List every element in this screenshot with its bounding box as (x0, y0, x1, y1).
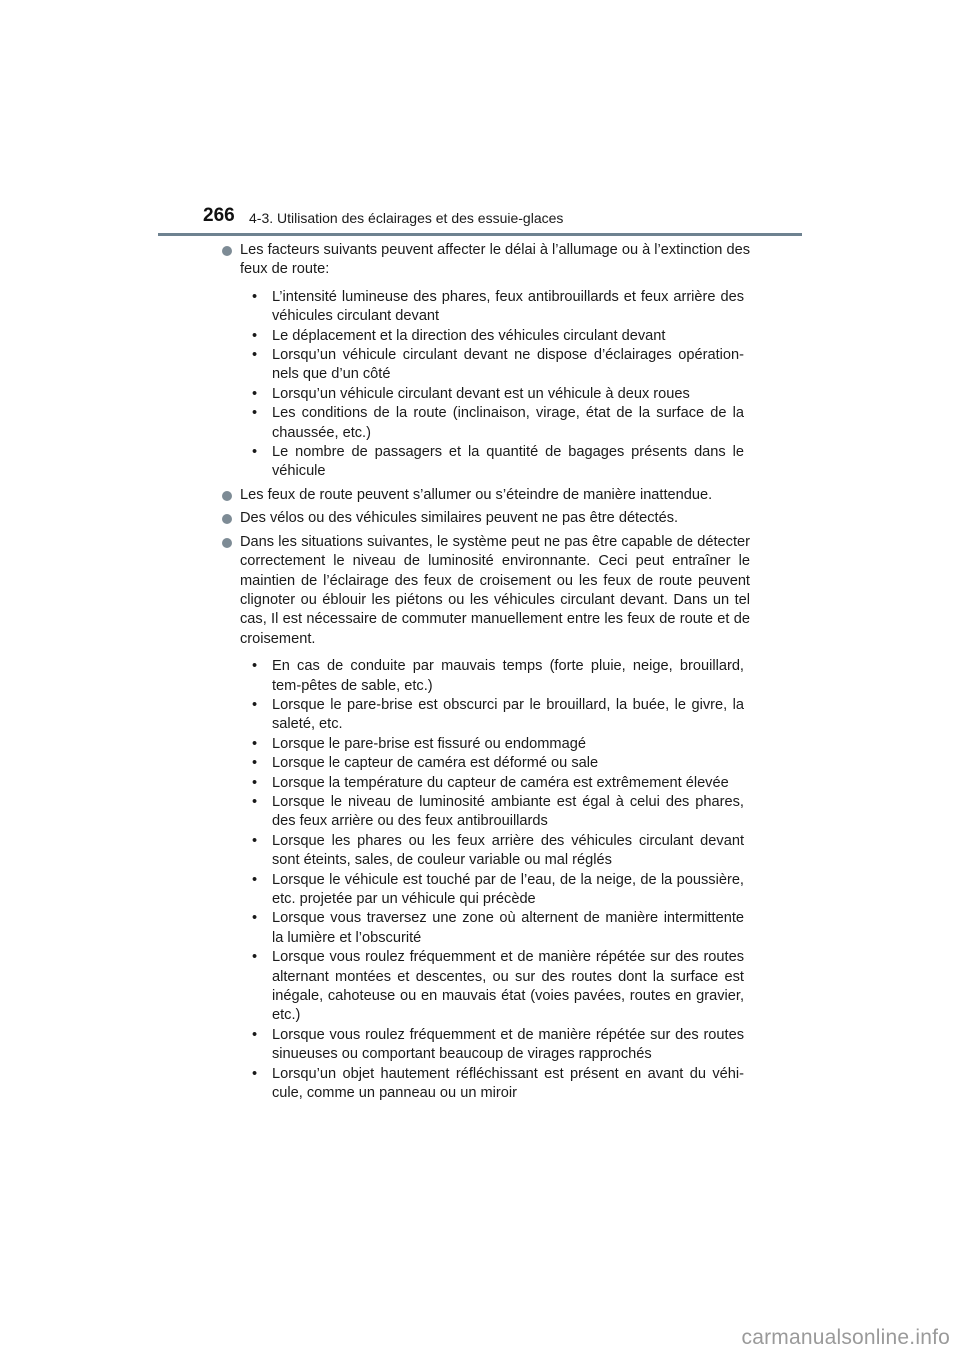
bullet-item (222, 509, 750, 528)
bullet-dot-icon (222, 538, 232, 548)
bullet-text: Dans les situations suivantes, le système peut ne pas être capable de détecter correctement le niveau de luminosité environnante. Ceci peut entraîner le maintien de l’éclairage des feux de croisement ou les feux de route peuvent clignoter ou éblouir les piétons ou les véhicules circulant devant. Dans un tel cas, Il est nécessaire de commuter manuellement entre les feux de route et de croisement. (240, 533, 750, 647)
sub-bullet-marker: • (252, 949, 258, 966)
sub-list-text: Le nombre de passagers et la quantité de bagages présents dans le véhicule (272, 444, 744, 480)
section-title: 4-3. Utilisation des éclairages et des essuie-glaces (249, 210, 564, 226)
sub-list-item (240, 909, 750, 948)
sub-list-item (240, 1026, 750, 1065)
sub-list-text: Les conditions de la route (inclinaison, virage, état de la surface de la chaussée, etc.) (272, 405, 744, 441)
bullet-dot-icon (222, 246, 232, 256)
sub-list-item (240, 735, 750, 754)
bullet-item (222, 241, 750, 482)
sub-list-item (240, 948, 750, 1026)
sub-bullet-marker: • (252, 832, 258, 849)
sub-list-text: Lorsque le capteur de caméra est déformé ou sale (272, 755, 599, 772)
page-content (222, 241, 750, 1107)
sub-bullet-marker: • (252, 910, 258, 927)
sub-list-text: Lorsque vous traversez une zone où alternent de manière intermittente la lumière et l’obscurité (272, 910, 744, 946)
header-rule (158, 233, 802, 236)
sub-list-item (240, 696, 750, 735)
sub-list-item (240, 327, 750, 346)
sub-list-text: Lorsque la température du capteur de caméra est extrêmement élevée (272, 774, 729, 791)
sub-list-text: Lorsque le pare-brise est fissuré ou endommagé (272, 735, 586, 752)
sub-bullet-marker: • (252, 1026, 258, 1043)
sub-list-text: Lorsqu’un véhicule circulant devant ne dispose d’éclairages opération-nels que d’un côté (272, 347, 744, 383)
sub-list-text: Lorsque le véhicule est touché par de l’eau, de la neige, de la poussière, etc. projetée par un véhicule qui précède (272, 871, 744, 907)
bullet-text: Les facteurs suivants peuvent affecter le délai à l’allumage ou à l’extinction des feux de route: (240, 242, 751, 278)
sub-bullet-marker: • (252, 755, 258, 772)
watermark[interactable]: carmanualsonline.info (741, 1326, 950, 1349)
bullet-item (222, 533, 750, 1104)
sub-list-text: Lorsque vous roulez fréquemment et de manière répétée sur des routes sinueuses ou comportant beaucoup de virages rapprochés (272, 1026, 744, 1063)
sub-bullet-marker: • (252, 871, 258, 888)
sub-list-item (240, 288, 750, 327)
sub-list (240, 657, 750, 1103)
sub-list-item (240, 793, 750, 832)
sub-list-item (240, 385, 750, 404)
sub-list-text: Lorsqu’un véhicule circulant devant est un véhicule à deux roues (272, 385, 690, 402)
bullet-item (222, 486, 750, 505)
sub-bullet-marker: • (252, 444, 258, 461)
sub-list-text: L’intensité lumineuse des phares, feux antibrouillards et feux arrière des véhicules circulant devant (272, 288, 744, 325)
sub-list-text: Le déplacement et la direction des véhicules circulant devant (272, 327, 666, 344)
sub-list-text: Lorsque vous roulez fréquemment et de manière répétée sur des routes alternant montées et descentes, ou sur des routes dont la surface est inégale, cahoteuse ou en mauvais état (voies pavées, routes en gravier, etc.) (272, 949, 744, 1024)
sub-list-text: Lorsqu’un objet hautement réfléchissant est présent en avant du véhi-cule, comme un panneau ou un miroir (272, 1065, 744, 1102)
sub-list-item (240, 404, 750, 443)
sub-bullet-marker: • (252, 385, 258, 402)
sub-list-item (240, 832, 750, 871)
sub-list-item (240, 871, 750, 910)
page-header (203, 205, 803, 235)
bullet-text: Des vélos ou des véhicules similaires peuvent ne pas être détectés. (240, 510, 679, 527)
sub-bullet-marker: • (252, 774, 258, 791)
sub-list-text: Lorsque le pare-brise est obscurci par le brouillard, la buée, le givre, la saleté, etc. (272, 696, 744, 733)
sub-list-item (240, 774, 750, 793)
sub-list-item (240, 754, 750, 773)
sub-list (240, 288, 750, 482)
bullet-dot-icon (222, 491, 232, 501)
sub-bullet-marker: • (252, 405, 258, 422)
sub-list-item (240, 1065, 750, 1104)
sub-bullet-marker: • (252, 288, 258, 305)
sub-list-item (240, 443, 750, 482)
sub-list-text: Lorsque les phares ou les feux arrière des véhicules circulant devant sont éteints, sales, de couleur variable ou mal réglés (272, 832, 744, 869)
sub-bullet-marker: • (252, 658, 258, 675)
sub-list-text: Lorsque le niveau de luminosité ambiante est égal à celui des phares, des feux arrière ou des feux antibrouillards (272, 793, 744, 830)
sub-list-text: En cas de conduite par mauvais temps (forte pluie, neige, brouillard, tem-pêtes de sable, etc.) (272, 658, 744, 694)
sub-bullet-marker: • (252, 696, 258, 713)
sub-bullet-marker: • (252, 793, 258, 810)
page-number: 266 (203, 205, 235, 226)
sub-bullet-marker: • (252, 347, 258, 364)
bullet-text: Les feux de route peuvent s’allumer ou s’éteindre de manière inattendue. (240, 486, 713, 503)
sub-list-item (240, 657, 750, 696)
bullet-dot-icon (222, 514, 232, 524)
sub-list-item (240, 346, 750, 385)
sub-bullet-marker: • (252, 327, 258, 344)
sub-bullet-marker: • (252, 1065, 258, 1082)
sub-bullet-marker: • (252, 735, 258, 752)
